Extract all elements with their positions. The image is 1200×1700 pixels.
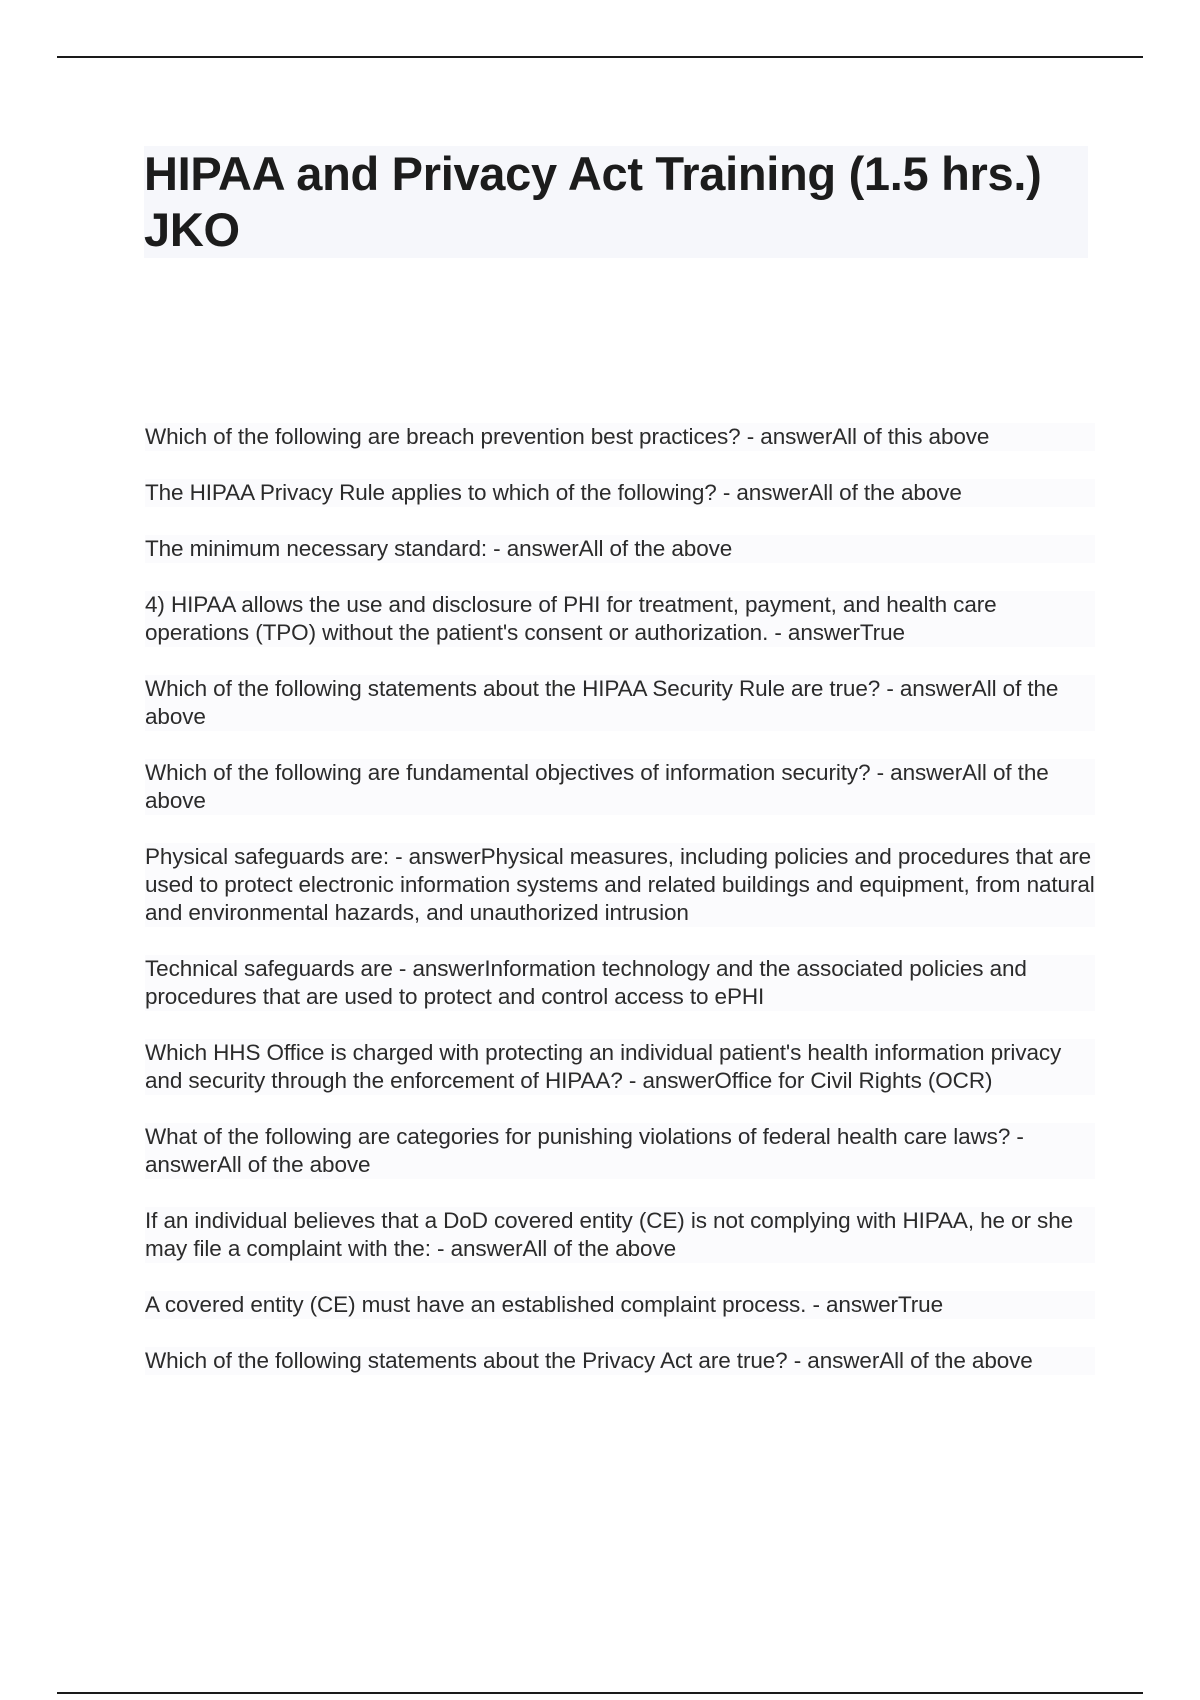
qa-item: Which of the following are breach prevention best practices? - answerAll of this above xyxy=(145,423,1095,451)
qa-item: Which of the following are fundamental objectives of information security? - answerAll of the above xyxy=(145,759,1095,815)
qa-item: Physical safeguards are: - answerPhysical measures, including policies and procedures that are used to protect electronic information systems and related buildings and equipment, from natural and environmental hazards, and unauthorized intrusion xyxy=(145,844,1095,925)
qa-item: What of the following are categories for punishing violations of federal health care laws? - answerAll of the above xyxy=(145,1123,1095,1179)
qa-item: Technical safeguards are - answerInformation technology and the associated policies and procedures that are used to protect and control access to ePHI xyxy=(145,955,1095,1011)
qa-item: Which of the following statements about the Privacy Act are true? - answerAll of the above xyxy=(145,1347,1095,1375)
qa-item: The minimum necessary standard: - answerAll of the above xyxy=(145,535,1095,563)
qa-item: Which of the following statements about the HIPAA Security Rule are true? - answerAll of the above xyxy=(145,675,1095,731)
qa-item: A covered entity (CE) must have an established complaint process. - answerTrue xyxy=(145,1291,1095,1319)
qa-item: Which HHS Office is charged with protecting an individual patient's health information privacy and security through the enforcement of HIPAA? - answerOffice for Civil Rights (OCR) xyxy=(145,1039,1095,1095)
bottom-divider xyxy=(57,1692,1143,1694)
qa-item: The HIPAA Privacy Rule applies to which of the following? - answerAll of the above xyxy=(145,479,1095,507)
title-block xyxy=(144,146,1088,258)
qa-list xyxy=(145,423,1095,1403)
document-title: HIPAA and Privacy Act Training (1.5 hrs.) JKO xyxy=(144,147,1042,256)
top-divider xyxy=(57,56,1143,58)
qa-item: If an individual believes that a DoD covered entity (CE) is not complying with HIPAA, he or she may file a complaint with the: - answerAll of the above xyxy=(145,1207,1095,1263)
qa-item: 4) HIPAA allows the use and disclosure of PHI for treatment, payment, and health care operations (TPO) without the patient's consent or authorization. - answerTrue xyxy=(145,591,1095,647)
